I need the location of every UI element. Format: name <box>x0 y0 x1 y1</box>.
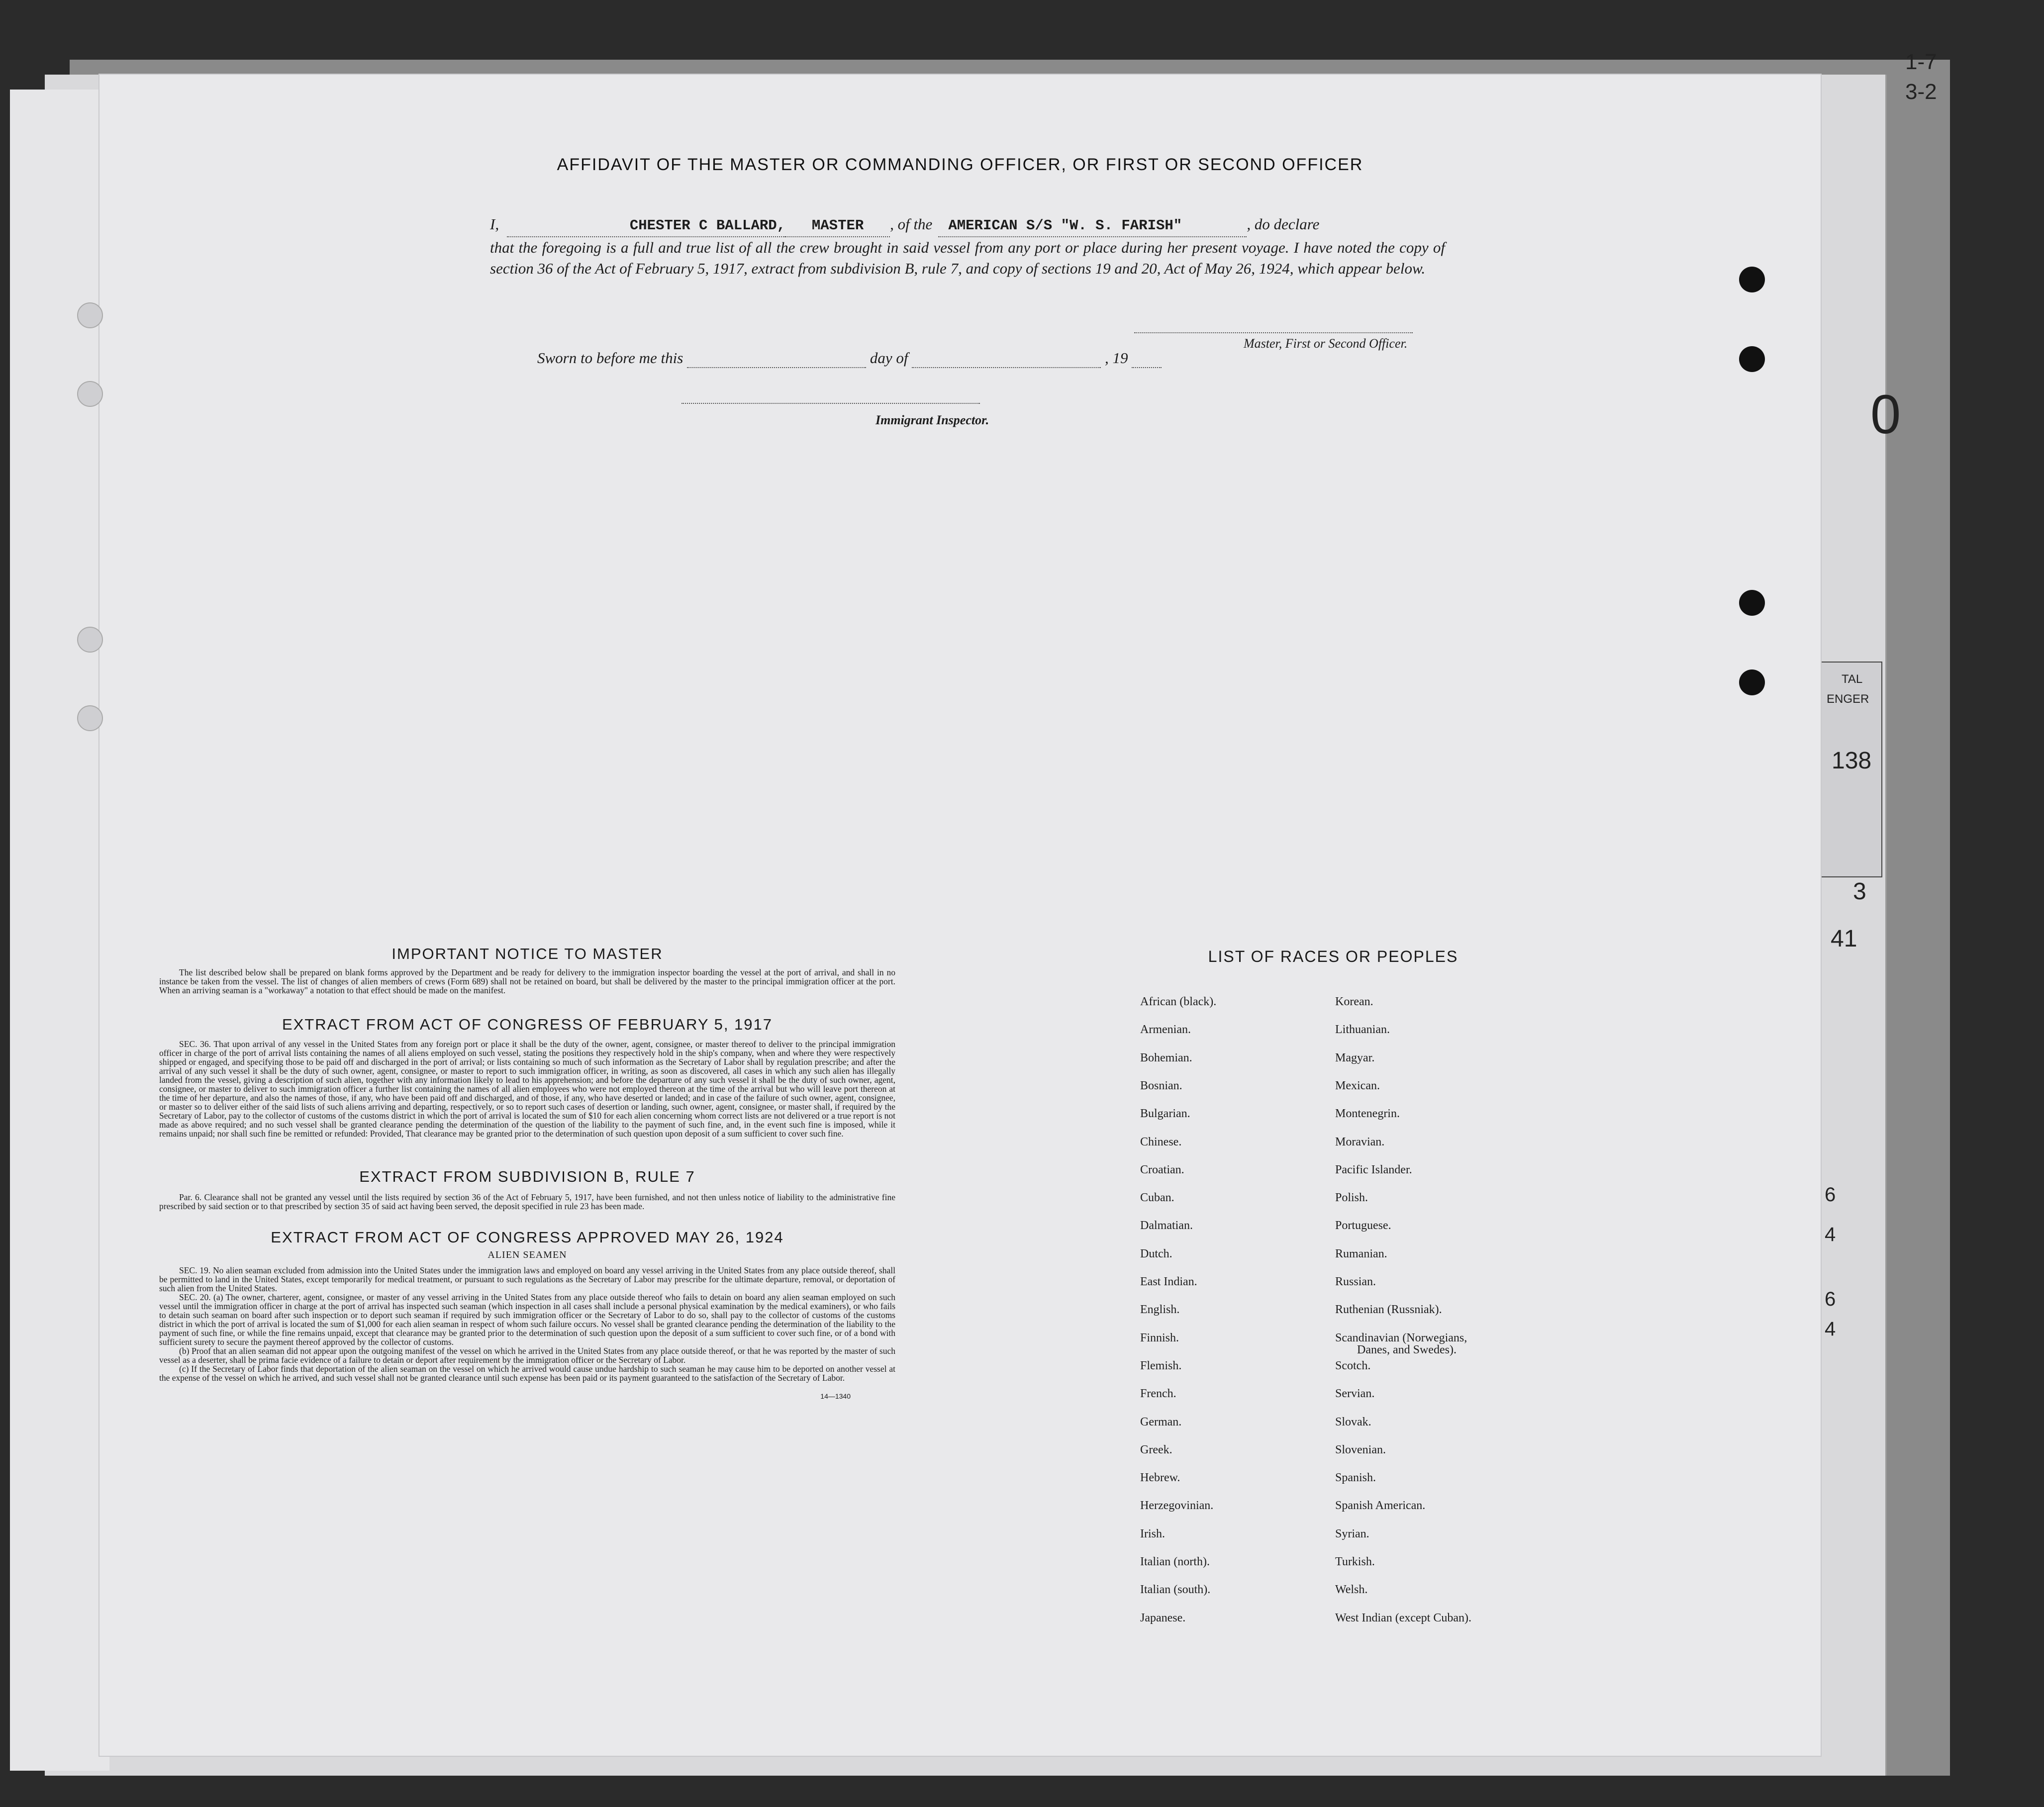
inspector-signature-line <box>681 403 980 404</box>
left-race-item: Flemish. <box>1140 1359 1182 1372</box>
sworn-day-label: day of <box>870 349 908 367</box>
left-race-item: Italian (north). <box>1140 1555 1210 1568</box>
punch-hole <box>77 705 103 731</box>
declaration-body: that the foregoing is a full and true list of all the crew brought in said vessel from any port or place during her present voyage. I have noted the copy of section 36 of the Act of February 5, 1917, extract from subdivision B, rule 7, and copy of sections 19 and 20, Act of May 26, 1924, which appear below. <box>490 239 1445 277</box>
affidavit-page <box>99 75 1821 1756</box>
tab-number: 4 <box>1825 1318 1836 1340</box>
punch-hole <box>1739 267 1765 292</box>
left-race-item: Armenian. <box>1140 1023 1191 1036</box>
left-race-item: African (black). <box>1140 995 1217 1008</box>
legal-notices <box>159 945 895 1400</box>
sworn-day-field <box>687 349 866 368</box>
left-race-item: Bulgarian. <box>1140 1107 1190 1120</box>
margin-circle-mark: 0 <box>1870 384 1901 445</box>
left-race-item: Hebrew. <box>1140 1471 1180 1484</box>
rank: MASTER <box>811 217 864 234</box>
section-20b-text: (b) Proof that an alien seaman did not appear upon the outgoing manifest of the vessel on which he arrived in the United States from any place outside thereof, or that he was reported by the master of such vessel as a deserter, shall be prima facie evidence of a failure to detain or deport after requirement by the immigration officer or the Secretary of Labor. <box>159 1346 895 1365</box>
tab-label: ENGER <box>1827 692 1869 706</box>
punch-hole <box>77 302 103 328</box>
alien-seamen-subheading: ALIEN SEAMEN <box>487 1249 567 1260</box>
master-name: CHESTER C BALLARD, <box>629 217 786 234</box>
declare-text: , do declare <box>1247 215 1320 233</box>
tab-strip <box>1821 662 1882 877</box>
left-race-item: German. <box>1140 1416 1182 1428</box>
margin-note-top-2: 3-2 <box>1905 80 1937 104</box>
section-20a-text: SEC. 20. (a) The owner, charterer, agent, consignee, or master of any vessel arriving in the United States from any place outside thereof who fails to detain on board any alien seaman employed on such vessel until the immigration officer in charge at the port of arrival has inspected such seaman (which inspection in all cases shall include a personal physical examination by the medical examiners), or who fails to detain such seaman on board after such inspection or to deport such seaman if required by such immigration officer or the Secretary of Labor to do so, shall pay to the collector of customs of the customs district in which the port of arrival is located the sum of $1,000 for each alien seaman in respect of whom such failure occurs. No vessel shall be granted clearance pending the determination of the liability to the payment of such fine, or while the fine remains unpaid, except that clearance may be granted prior to the determination of such question upon the deposit of a sum sufficient to cover such fine, or of a bond with sufficient surety to secure the payment thereof approved by the collector of customs. <box>159 1292 895 1347</box>
right-race-item: Syrian. <box>1335 1527 1369 1540</box>
rank-field <box>785 214 890 237</box>
declaration-first-line <box>490 214 1445 237</box>
right-race-item: Turkish. <box>1335 1555 1375 1568</box>
right-race-item: Lithuanian. <box>1335 1023 1390 1036</box>
right-race-item: Rumanian. <box>1335 1247 1387 1260</box>
sworn-prefix: Sworn to before me this <box>537 349 683 367</box>
master-signature-caption: Master, First or Second Officer. <box>1244 336 1408 351</box>
rule7-text: Par. 6. Clearance shall not be granted any vessel until the lists required by section 36 of the Act of February 5, 1917, have been furnished, and not then unless notice of liability to the administrative fine prescribed by said section or to that prescribed by section 35 of said act having been served, the deposit specified in rule 23 has been made. <box>159 1192 895 1211</box>
races-heading: LIST OF RACES OR PEOPLES <box>1208 948 1459 965</box>
right-race-item: Spanish American. <box>1335 1499 1426 1512</box>
punch-hole <box>1739 669 1765 695</box>
punch-hole <box>77 627 103 653</box>
notice-text: The list described below shall be prepared on blank forms approved by the Department and be ready for delivery to the immigration inspector boarding the vessel at the port of arrival, and shall in no instance be taken from the vessel. The list of changes of alien members of crews (Form 689) shall not be retained on board, but shall be delivered by the master to the principal immigration officer at the port. When an arriving seaman is a "workaway" a notation to that effect should be made on the manifest. <box>159 967 895 995</box>
left-race-item: Japanese. <box>1140 1612 1186 1624</box>
right-race-item: Slovak. <box>1335 1416 1371 1428</box>
left-race-item: East Indian. <box>1140 1275 1197 1288</box>
tab-number: 3 <box>1853 878 1866 905</box>
right-race-item: Welsh. <box>1335 1583 1368 1596</box>
inspector-caption: Immigrant Inspector. <box>876 413 989 427</box>
tab-number: 6 <box>1825 1288 1836 1310</box>
right-race-item: Servian. <box>1335 1387 1375 1400</box>
affidavit-title: AFFIDAVIT OF THE MASTER OR COMMANDING OFFICER, OR FIRST OR SECOND OFFICER <box>557 155 1363 174</box>
right-race-item: Russian. <box>1335 1275 1376 1288</box>
right-race-item: Scandinavian (Norwegians, <box>1335 1331 1467 1344</box>
right-race-item: Slovenian. <box>1335 1443 1386 1456</box>
right-race-item: Polish. <box>1335 1191 1368 1204</box>
right-race-item: West Indian (except Cuban). <box>1335 1612 1471 1624</box>
master-signature-line <box>1134 332 1413 333</box>
left-race-item: Finnish. <box>1140 1331 1179 1344</box>
extract-1924-heading: EXTRACT FROM ACT OF CONGRESS APPROVED MAY 26, 1924 <box>271 1229 784 1246</box>
punch-hole <box>1739 590 1765 616</box>
punch-hole <box>1739 346 1765 372</box>
vessel-name: AMERICAN S/S "W. S. FARISH" <box>948 217 1182 234</box>
right-race-item: Mexican. <box>1335 1079 1380 1092</box>
tab-number: 41 <box>1831 926 1857 952</box>
form-number: 14—1340 <box>820 1392 851 1400</box>
right-race-item: Ruthenian (Russniak). <box>1335 1303 1442 1316</box>
left-race-item: Bosnian. <box>1140 1079 1182 1092</box>
vessel-field <box>938 214 1247 237</box>
margin-note-top: 1-7 <box>1905 50 1937 74</box>
extract-1917-text: SEC. 36. That upon arrival of any vessel in the United States from any foreign port or place it shall be the duty of the owner, agent, consignee, or master thereof to deliver to the principal immigration officer in charge of the port of arrival lists containing the names of all aliens employed on such vessel, stating the positions they respectively hold in the ship's company, when and where they were respectively shipped or engaged, and specifying those to be paid off and discharged in the port of arrival; or lists containing so much of such information as the Secretary of Labor shall by regulation prescribe; and after the arrival of any such vessel it shall be the duty of such owner, agent, consignee, or master to report to such immigration officer, in writing, as soon as discovered, all cases in which any such alien has illegally landed from the vessel, giving a description of such alien, together with any information likely to lead to his apprehension; and before the departure of any such vessel it shall be the duty of such owner, agent, consignee, or master to deliver to such immigration officer a further list containing the names of all alien employees who were not employed thereon at the time of the arrival but who will leave port thereon at the time of her departure, and also the names of those, if any, who have been paid off and discharged, and of those, if any, who have deserted or landed; and in case of the failure of such owner, agent, consignee, or master so to deliver either of the said lists of such aliens arriving and departing, respectively, or so to report such cases of desertion or landing, such owner, agent, consignee, or master shall, if required by the Secretary of Labor, pay to the collector of customs of the customs district in which the port of arrival is located the sum of $10 for each alien concerning whom correct lists are not delivered or a true report is not made as above required; and no such vessel shall be granted clearance pending the determination of the question of the liability to the payment of such fine, and, in the event such fine is imposed, while it remains unpaid; nor shall such fine be remitted or refunded: Provided, That clearance may be granted prior to the determination of such question upon deposit of a sum sufficient to cover such fine. <box>159 1039 895 1139</box>
left-race-item: Bohemian. <box>1140 1051 1192 1064</box>
left-race-item: Herzegovinian. <box>1140 1499 1214 1512</box>
of-the-text: , of the <box>890 215 933 233</box>
right-race-item: Korean. <box>1335 995 1373 1008</box>
tab-label: TAL <box>1842 672 1863 686</box>
section-20c-text: (c) If the Secretary of Labor finds that deportation of the alien seaman on the vessel on which he arrived would cause undue hardship to such seaman he may cause him to be deported on another vessel at the expense of the vessel on which he arrived, and such vessel shall not be granted clearance until such expense has been paid or its payment guaranteed to the satisfaction of the Secretary of Labor. <box>159 1364 895 1383</box>
extract-1917-heading: EXTRACT FROM ACT OF CONGRESS OF FEBRUARY 5, 1917 <box>282 1016 773 1033</box>
left-race-item: English. <box>1140 1303 1180 1316</box>
section-19-text: SEC. 19. No alien seaman excluded from admission into the United States under the immigration laws and employed on board any vessel arriving in the United States from any place outside thereof, shall be permitted to land in the United States, except temporarily for medical treatment, or pursuant to such regulations as the Secretary of Labor may prescribe for the ultimate departure, removal, or deportation of such alien from the United States. <box>159 1265 895 1293</box>
sworn-year-field <box>1132 349 1162 368</box>
affidavit-declaration <box>490 214 1445 279</box>
tab-number: 6 <box>1825 1184 1836 1206</box>
left-race-item: Chinese. <box>1140 1136 1182 1148</box>
left-race-item: Dutch. <box>1140 1247 1172 1260</box>
pronoun: I, <box>490 215 499 233</box>
right-race-item: Scotch. <box>1335 1359 1371 1372</box>
left-race-item: Italian (south). <box>1140 1583 1211 1596</box>
notice-heading: IMPORTANT NOTICE TO MASTER <box>391 945 663 962</box>
left-race-item: Dalmatian. <box>1140 1219 1193 1232</box>
left-underlying-strip <box>10 90 109 1771</box>
left-race-item: Croatian. <box>1140 1163 1184 1176</box>
tab-number: 4 <box>1825 1224 1836 1245</box>
tab-number: 138 <box>1832 748 1872 774</box>
right-race-item: Pacific Islander. <box>1335 1163 1412 1176</box>
right-race-item: Spanish. <box>1335 1471 1376 1484</box>
right-race-item-continuation: Danes, and Swedes). <box>1357 1343 1457 1356</box>
rule7-heading: EXTRACT FROM SUBDIVISION B, RULE 7 <box>359 1168 695 1185</box>
sworn-line <box>537 349 1162 368</box>
punch-hole <box>77 381 103 407</box>
right-race-item: Moravian. <box>1335 1136 1385 1148</box>
master-name-field <box>507 214 785 237</box>
left-race-item: Cuban. <box>1140 1191 1174 1204</box>
left-race-item: French. <box>1140 1387 1176 1400</box>
sworn-year-label: , 19 <box>1104 349 1128 367</box>
right-race-item: Montenegrin. <box>1335 1107 1400 1120</box>
right-race-item: Magyar. <box>1335 1051 1375 1064</box>
left-race-item: Irish. <box>1140 1527 1165 1540</box>
sworn-month-field <box>912 349 1101 368</box>
left-race-item: Greek. <box>1140 1443 1172 1456</box>
right-race-item: Portuguese. <box>1335 1219 1391 1232</box>
